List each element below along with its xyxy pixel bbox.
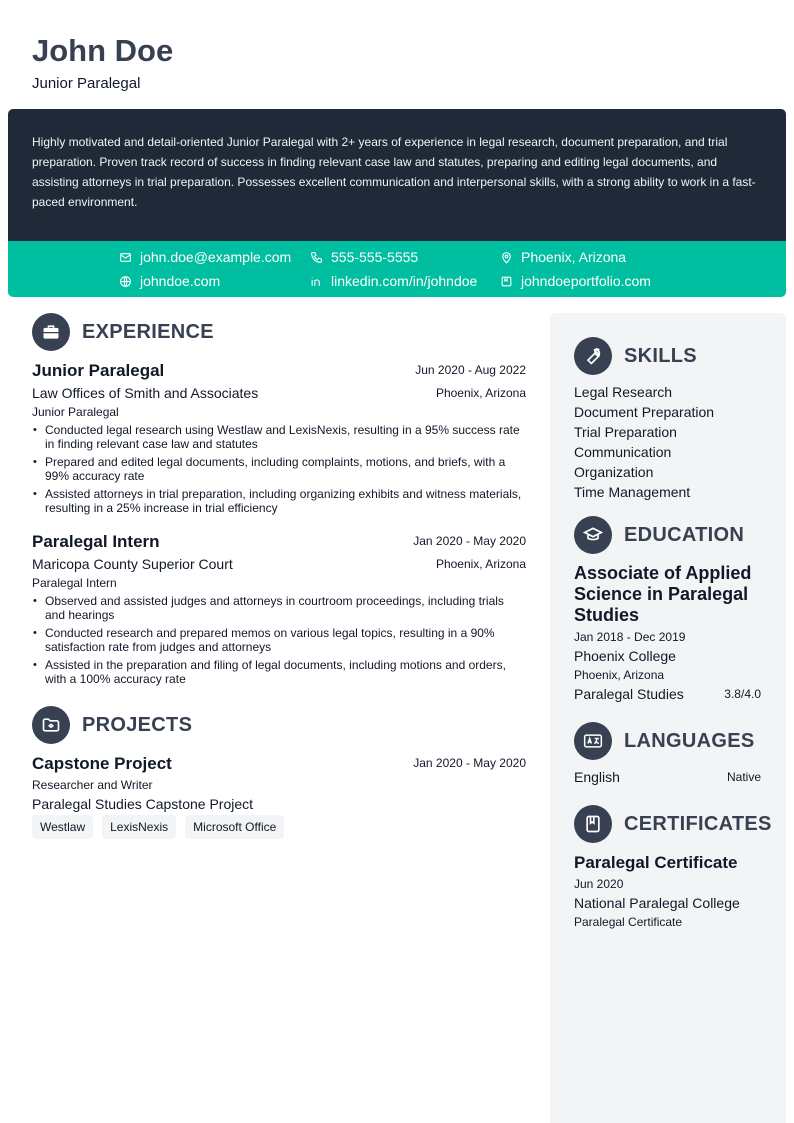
education-date: Jan 2018 - Dec 2019 [574, 630, 686, 644]
tag: Westlaw [32, 815, 93, 839]
experience-header [32, 313, 214, 351]
skills-title: SKILLS [624, 344, 697, 367]
tag: LexisNexis [102, 815, 176, 839]
language-name: English [574, 769, 620, 785]
project-date: Jan 2020 - May 2020 [413, 756, 526, 770]
skill-item: Time Management [574, 484, 691, 500]
project-tags [32, 815, 293, 839]
wrench-icon [574, 337, 612, 375]
job-location: Phoenix, Arizona [435, 557, 526, 571]
resume-header [32, 33, 173, 92]
projects-header [32, 706, 192, 744]
education-header [574, 516, 744, 554]
contact-website[interactable] [119, 273, 220, 289]
job-bullet: • Assisted in the preparation and filing of legal documents, including motions and orders, with a 100% accuracy rate [32, 658, 526, 686]
certificate-date: Jun 2020 [574, 877, 624, 891]
phone-icon [310, 251, 323, 264]
job-date: Jan 2020 - May 2020 [413, 534, 526, 548]
job-title: Paralegal Intern [32, 532, 160, 551]
job-bullets [32, 423, 526, 519]
summary-text: Highly motivated and detail-oriented Junior Paralegal with 2+ years of experience in legal research, document preparation, and trial preparation. Proven track record of success in finding relevant case law and statutes, preparing and editing legal documents, and assisting attorneys in trial preparation. Possesses excellent communication and interpersonal skills, with a strong ability to work in a fast-paced environment. [32, 135, 756, 209]
languages-title: LANGUAGES [624, 729, 755, 752]
contact-email[interactable] [119, 249, 291, 265]
phone-text: 555-555-5555 [331, 249, 419, 265]
certificates-header [574, 805, 772, 843]
book-icon [574, 805, 612, 843]
certificate-issuer: National Paralegal College [574, 895, 740, 911]
contact-bar [8, 241, 786, 297]
skills-header [574, 337, 697, 375]
portfolio-text: johndoeportfolio.com [521, 273, 651, 289]
portfolio-icon [500, 275, 513, 288]
job-bullet: • Assisted attorneys in trial preparation, including organizing exhibits and witness materials, resulting in a 25% increase in trial efficiency [32, 487, 526, 515]
contact-location [500, 249, 626, 265]
education-field: Paralegal Studies [574, 686, 684, 702]
tag: Microsoft Office [185, 815, 284, 839]
location-text: Phoenix, Arizona [521, 249, 627, 265]
mail-icon [119, 251, 132, 264]
contact-phone[interactable] [310, 249, 418, 265]
certificate-type: Paralegal Certificate [574, 915, 683, 929]
candidate-name: John Doe [32, 33, 174, 68]
graduation-cap-icon [574, 516, 612, 554]
job-bullet: • Conducted research and prepared memos on various legal topics, resulting in a 90% satisfaction rate from judges and attorneys [32, 626, 526, 654]
certificates-title: CERTIFICATES [624, 812, 772, 835]
skill-item: Trial Preparation [574, 424, 677, 440]
translate-icon [574, 722, 612, 760]
skill-item: Organization [574, 464, 654, 480]
education-location: Phoenix, Arizona [574, 668, 665, 682]
candidate-title: Junior Paralegal [32, 75, 141, 92]
job-role: Paralegal Intern [32, 576, 117, 590]
job-bullet: • Conducted legal research using Westlaw and LexisNexis, resulting in a 95% success rate in finding relevant case law and statutes [32, 423, 526, 451]
job-title: Junior Paralegal [32, 361, 165, 380]
education-school: Phoenix College [574, 648, 676, 664]
skill-item: Communication [574, 444, 672, 460]
job-bullet: • Prepared and edited legal documents, including complaints, motions, and briefs, with a 99% accuracy rate [32, 455, 526, 483]
certificate-title: Paralegal Certificate [574, 853, 738, 872]
education-title: EDUCATION [624, 523, 745, 546]
experience-title: EXPERIENCE [82, 320, 214, 343]
languages-header [574, 722, 754, 760]
project-role: Researcher and Writer [32, 778, 153, 792]
job-bullets [32, 594, 526, 690]
education-gpa: 3.8/4.0 [724, 687, 761, 701]
globe-icon [119, 275, 132, 288]
summary-panel [8, 109, 786, 241]
project-description: Paralegal Studies Capstone Project [32, 796, 254, 812]
job-company: Law Offices of Smith and Associates [32, 385, 259, 401]
contact-portfolio[interactable] [500, 273, 651, 289]
projects-title: PROJECTS [82, 713, 193, 736]
skill-item: Legal Research [574, 384, 673, 400]
job-role: Junior Paralegal [32, 405, 119, 419]
job-location: Phoenix, Arizona [435, 386, 526, 400]
skill-item: Document Preparation [574, 404, 715, 420]
linkedin-icon [310, 275, 323, 288]
job-bullet: • Observed and assisted judges and attorneys in courtroom proceedings, including trials and hearings [32, 594, 526, 622]
website-text: johndoe.com [140, 273, 221, 289]
language-level: Native [726, 770, 761, 784]
briefcase-icon [32, 313, 70, 351]
project-title: Capstone Project [32, 754, 172, 773]
email-text: john.doe@example.com [140, 249, 292, 265]
contact-linkedin[interactable] [310, 273, 477, 289]
job-company: Maricopa County Superior Court [32, 556, 233, 572]
job-date: Jun 2020 - Aug 2022 [415, 363, 526, 377]
map-pin-icon [500, 251, 513, 264]
education-degree: Associate of Applied Science in Paralegal Studies [574, 563, 752, 625]
linkedin-text: linkedin.com/in/johndoe [331, 273, 478, 289]
folder-icon [32, 706, 70, 744]
